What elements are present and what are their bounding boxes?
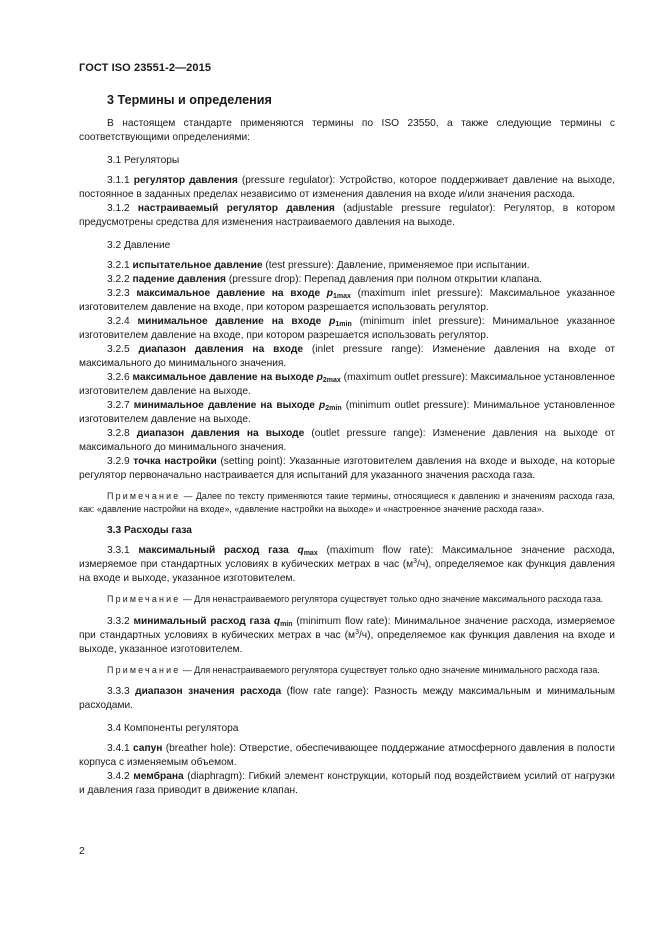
- term-3-3-1: 3.3.1 максимальный расход газа $q_{max}$ (maximum flow rate): Максимальное значение расхода, измеряемое при стандартных условиях в кубических метрах в час $(м^3/ч)$, определяемое как функция давления на входе и выходе, указанное изготовителем.: [79, 545, 615, 584]
- term-3-2-1: 3.2.1 испытательное давление (test pressure): Давление, применяемое при испытании.: [107, 260, 530, 271]
- subsection-3-2-heading: 3.2 Давление: [107, 240, 171, 251]
- note-min-flow: Примечание — Для ненастраиваемого регулятора существует только одно значение минимального расхода газа.: [107, 664, 600, 675]
- term-3-2-8: 3.2.8 диапазон давления на выходе (outlet pressure range): Изменение давления на выходе от максимального до минимального значения.: [79, 428, 615, 453]
- subsection-3-1-heading: 3.1 Регуляторы: [107, 155, 180, 166]
- subsection-3-4-heading: 3.4 Компоненты регулятора: [107, 723, 239, 734]
- term-3-2-3: 3.2.3 максимальное давление на входе $p_{1max}$ (maximum inlet pressure): Максимальное указанное изготовителем давление на входе, при котором разрешается использовать регулятор.: [79, 288, 615, 313]
- term-3-4-1: 3.4.1 сапун (breather hole): Отверстие, обеспечивающее поддержание атмосферного давления в полости корпуса с изменяемым объемом.: [79, 743, 615, 768]
- intro-paragraph: В настоящем стандарте применяются термины по ISO 23550, а также следующие термины с соответствующими определениями:: [79, 118, 615, 143]
- term-3-1-1: 3.1.1 регулятор давления (pressure regulator): Устройство, которое поддерживает давление на выходе, постоянное в заданных пределах независимо от изменения давления на входе и/или значения расхода.: [79, 175, 615, 200]
- term-3-2-9: 3.2.9 точка настройки (setting point): Указанные изготовителем давления на входе и выходе, на которые регулятор первоначально настраивается для испытаний для указанного значения расхода газа.: [79, 456, 615, 481]
- subsection-3-3-heading: 3.3 Расходы газа: [107, 525, 192, 536]
- document-header: ГОСТ ISO 23551-2—2015: [79, 62, 212, 74]
- page-number: 2: [79, 845, 85, 857]
- section-title: 3 Термины и определения: [107, 93, 272, 107]
- document-body: [79, 92, 615, 798]
- term-3-2-2: 3.2.2 падение давления (pressure drop): Перепад давления при полном открытии клапана.: [107, 274, 543, 285]
- term-3-3-2: 3.3.2 минимальный расход газа $q_{min}$ (minimum flow rate): Минимальное значение расхода, измеряемое при стандартных условиях в кубических метрах в час $(м^3/ч)$, определяемое как функция давления на входе и выходе, указанное изготовителем.: [79, 615, 616, 655]
- note-max-flow: Примечание — Для ненастраиваемого регулятора существует только одно значение максимального расхода газа.: [107, 594, 604, 604]
- term-3-3-3: 3.3.3 диапазон значения расхода (flow rate range): Разность между максимальным и минимальным расходами.: [79, 686, 615, 711]
- term-3-2-5: 3.2.5 диапазон давления на входе (inlet pressure range): Изменение давления на входе от максимального до минимального значения.: [79, 344, 615, 369]
- note-pressure-terms: Примечание — Далее по тексту применяются такие термины, относящиеся к давлению и значениям расхода газа, как: «давление настройки на входе», «давление настройки на выходе» и «настроенное значение расхода газа».: [79, 491, 615, 514]
- term-3-4-2: 3.4.2 мембрана (diaphragm): Гибкий элемент конструкции, который под воздействием усилий от нагрузки и давления газа приводит в движение клапан.: [79, 771, 615, 796]
- term-3-2-6: 3.2.6 максимальное давление на выходе $p_{2max}$ (maximum outlet pressure): Максимальное установленное изготовителем давление на выходе.: [79, 372, 615, 397]
- term-3-2-7: 3.2.7 минимальное давление на выходе $p_{2min}$ (minimum outlet pressure): Минимальное установленное изготовителем давление на выходе.: [79, 400, 615, 425]
- term-3-1-2: 3.1.2 настраиваемый регулятор давления (adjustable pressure regulator): Регулятор, в котором предусмотрены средства для изменения настраиваемого давления на выходе.: [79, 203, 615, 228]
- term-3-2-4: 3.2.4 минимальное давление на входе $p_{1min}$ (minimum inlet pressure): Минимальное указанное изготовителем давление на входе, при котором разрешается использовать регулятор.: [79, 316, 615, 341]
